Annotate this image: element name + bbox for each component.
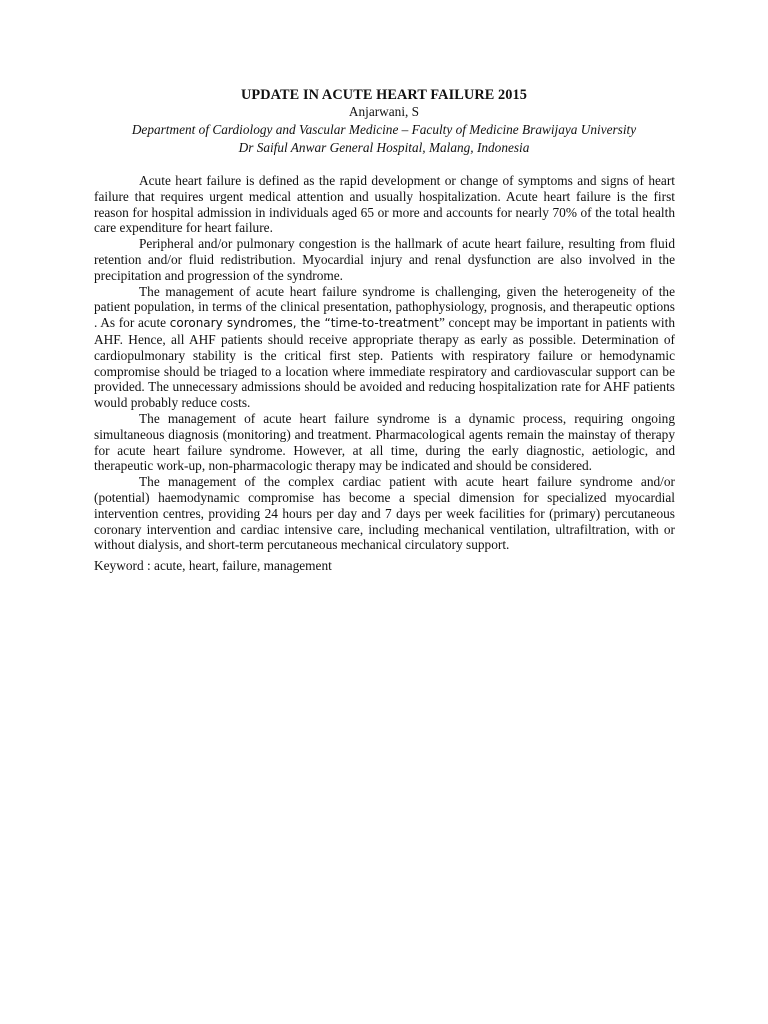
paper-title: UPDATE IN ACUTE HEART FAILURE 2015 (240, 87, 528, 103)
paragraph-congestion: Peripheral and/or pulmonary congestion is the hallmark of acute heart failure, resulting from fluid retention and/or fluid redistribution. Myocardial injury and renal dysfunction are also involved in the precipitation and progression of the syndrome. (94, 236, 675, 283)
abstract-body (94, 173, 675, 553)
paragraph-dynamic-process: The management of acute heart failure syndrome is a dynamic process, requiring ongoing simultaneous diagnosis (monitoring) and treatment. Pharmacological agents remain the mainstay of therapy for acute heart failure syndrome. However, at all time, during the early diagnostic, aetiologic, and therapeutic work-up, non-pharmacologic therapy may be indicated and should be considered. (94, 410, 675, 474)
paragraph-definition: Acute heart failure is defined as the rapid development or change of symptoms and signs of heart failure that requires urgent medical attention and usually hospitalization. Acute heart failure is the first reason for hospital admission in individuals aged 65 or more and accounts for nearly 70% of the total health care expenditure for heart failure. (94, 173, 675, 236)
paragraph-complex-patient: The management of the complex cardiac patient with acute heart failure syndrome and/or (potential) haemodynamic compromise has become a special dimension for specialized myocardial intervention centres, providing 24 hours per day and 7 days per week facilities for (primary) percutaneous coronary intervention and cardiac intensive care, including mechanical ventilation, ultrafiltration, with or without dialysis, and short-term percutaneous mechanical circulatory support. (94, 474, 675, 553)
paragraph-management-challenge (94, 284, 675, 411)
paragraph-management-challenge-end: ” concept may be important in patients with AHF. Hence, all AHF patients should receive appropriate therapy as early as possible. Determination of cardiopulmonary stability is the critical first step. Patients with respiratory failure or hemodynamic compromise should be triaged to a location where immediate respiratory and cardiovascular support can be provided. The unnecessary admissions should be avoided and reducing hospitalization rate for AHF patients would probably reduce costs. (94, 315, 676, 411)
author-name: Anjarwani, S (348, 104, 420, 119)
time-to-treatment-phrase: coronary syndromes, the “time-to-treatment (169, 316, 439, 331)
keywords-line: Keyword : acute, heart, failure, management (94, 558, 332, 573)
affiliation-department: Department of Cardiology and Vascular Medicine – Faculty of Medicine Brawijaya University (131, 122, 637, 137)
affiliation-hospital: Dr Saiful Anwar General Hospital, Malang, Indonesia (238, 140, 530, 155)
paper-header (0, 87, 768, 157)
paragraph-management-challenge-start: The management of acute heart failure syndrome is challenging, given the heterogeneity of the patient population, in terms of the clinical presentation, pathophysiology, prognosis, and therapeutic options . As for acute (94, 283, 675, 331)
